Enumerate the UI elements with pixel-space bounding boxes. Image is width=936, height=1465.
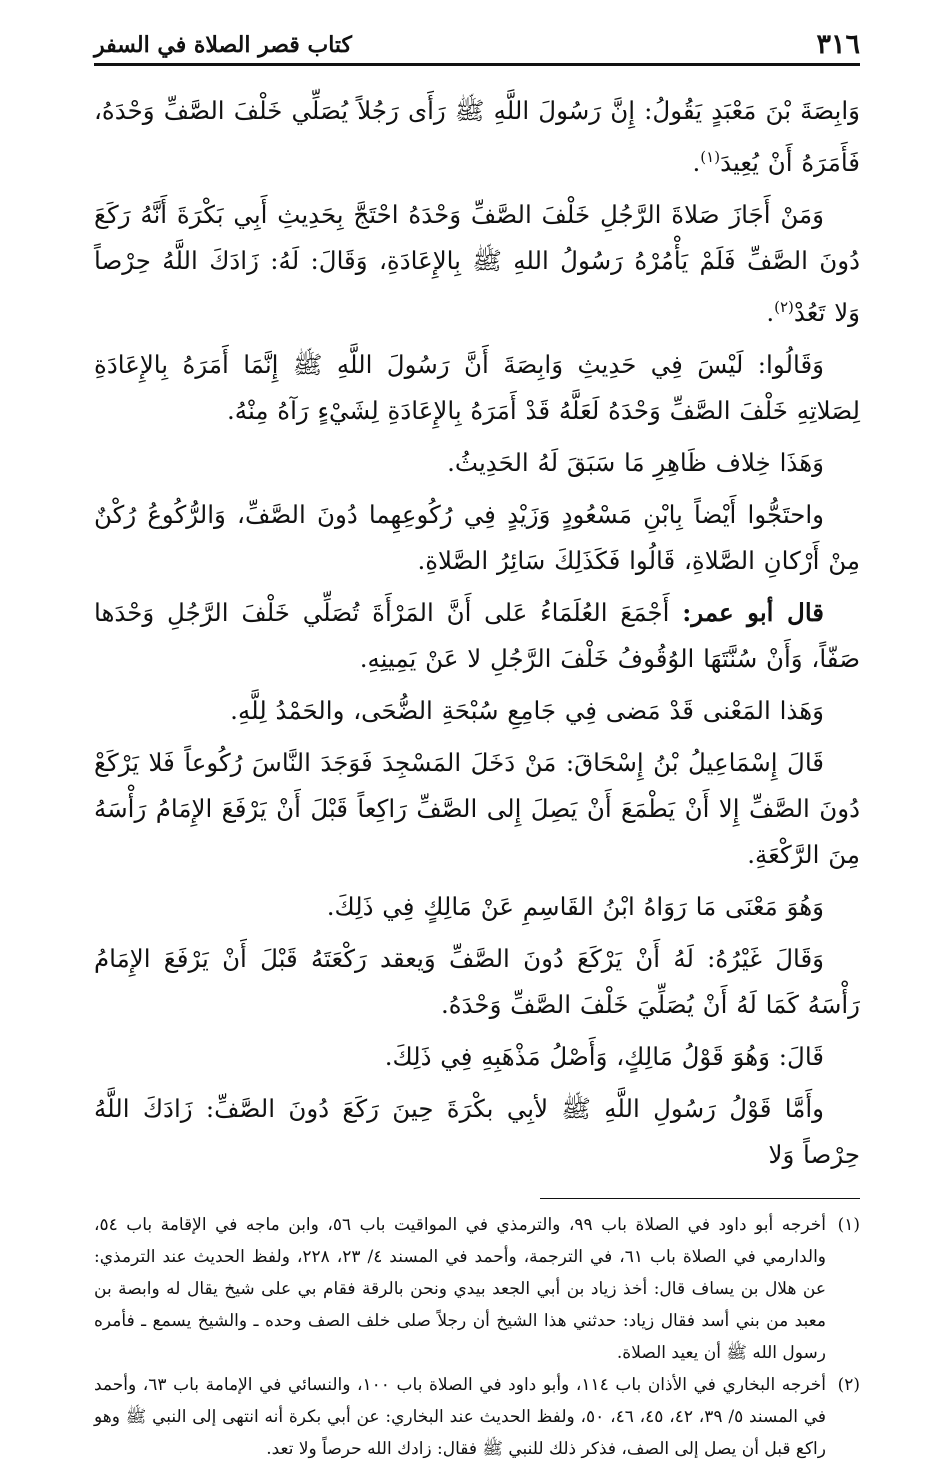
paragraph-7: وَهَذا المَعْنى قَدْ مَضى فِي جَامِعِ سُبْحَةِ الضُّحَى، والحَمْدُ لِلَّهِ. bbox=[230, 696, 824, 726]
footnote-text: أخرجه البخاري في الأذان باب ١١٤، وأبو داود في الصلاة باب ١٠٠، والنسائي في الإمامة باب ٦٣، وأحمد في المسند ٥/ ٣٩، ٤٢، ٤٥، ٤٦، ٥٠، ولفظ الحديث عند البخاري: عن أبي بكرة أنه انتهى إلى النبي ﷺ وهو راكع قبل أن يصل إلى الصف، فذكر ذلك للنبي ﷺ فقال: زادك الله حرصاً ولا تعد. bbox=[94, 1375, 827, 1460]
footnote-number: (١) bbox=[837, 1215, 860, 1236]
paragraph-4: وَهَذَا خِلاف ظَاهِرِ مَا سَبَقَ لَهُ الحَدِيثُ. bbox=[447, 448, 824, 478]
paragraph-end: . bbox=[692, 148, 701, 178]
speaker-lead: قال أبو عمر: bbox=[682, 598, 824, 628]
footnotes bbox=[94, 1209, 860, 1465]
paragraph-end: . bbox=[766, 298, 775, 328]
book-page bbox=[94, 24, 860, 1460]
footnote-2 bbox=[94, 1369, 860, 1465]
paragraph-3: وَقَالُوا: لَيْسَ فِي حَدِيثِ وَابِصَةَ أَنَّ رَسُولَ اللَّهِ ﷺ إِنَّمَا أَمَرَهُ بِالإِعَادَةِ لِصَلاتِهِ خَلْفَ الصَّفِّ وَحْدَهُ لَعَلَّهُ قَدْ أَمَرَهُ بِالإِعَادَةِ لِشَيْءٍ رَآهُ مِنْهُ. bbox=[94, 350, 860, 426]
running-title: كتاب قصر الصلاة في السفر bbox=[94, 32, 353, 58]
paragraph-12: وأَمَّا قَوْلُ رَسُولِ اللَّهِ ﷺ لأبِي بكْرَةَ حِينَ رَكَعَ دُونَ الصَّفِّ: زَادَكَ اللَّهُ حِرْصاً وَلا bbox=[94, 1094, 860, 1170]
paragraph-text: وَابِصَةَ بْنَ مَعْبَدٍ يَقُولُ: إِنَّ رَسُولَ اللَّهِ ﷺ رَأَى رَجُلاً يُصَلِّي خَلْفَ الصَّفِّ وَحْدَهُ، فَأَمَرَهُ أَنْ يُعِيدَ bbox=[94, 96, 860, 178]
footnote-ref-1: (١) bbox=[700, 148, 721, 166]
paragraph-9: وَهُوَ مَعْنَى مَا رَوَاهُ ابْنُ القَاسِمِ عَنْ مَالِكٍ فِي ذَلِكَ. bbox=[326, 892, 824, 922]
paragraph-5: واحتَجُّوا أَيْضاً بِابْنِ مَسْعُودٍ وَزَيْدٍ فِي رُكُوعِهِما دُونَ الصَّفِّ، وَالرُّكُوعُ رُكْنٌ مِنْ أَرْكانِ الصَّلاةِ، قَالُوا فَكَذَلِكَ سَائِرُ الصَّلاةِ. bbox=[94, 500, 860, 576]
paragraph-8: قَالَ إِسْمَاعِيلُ بْنُ إِسْحَاقَ: مَنْ دَخَلَ المَسْجِدَ فَوَجَدَ النَّاسَ رُكُوعاً فَلا يَرْكَعْ دُونَ الصَّفِّ إِلا أَنْ يَطْمَعَ أَنْ يَصِلَ إِلى الصَّفِّ رَاكِعاً قَبْلَ أَنْ يَرْفَعَ الإِمَامُ رَأْسَهُ مِنَ الرَّكْعَةِ. bbox=[94, 748, 860, 870]
footnote-number: (٢) bbox=[837, 1375, 860, 1396]
paragraph-10: وَقَالَ غَيْرُهُ: لَهُ أَنْ يَرْكَعَ دُونَ الصَّفِّ وَيعقد رَكْعَتَهُ قَبْلَ أَنْ يَرْفَعَ الإِمَامُ رَأْسَهُ كَمَا لَهُ أَنْ يُصَلِّيَ خَلْفَ الصَّفِّ وَحْدَهُ. bbox=[94, 944, 860, 1020]
paragraph-text: أَجْمَعَ العُلَمَاءُ عَلى أَنَّ المَرْأَةَ تُصَلِّي خَلْفَ الرَّجُلِ وَحْدَها صَفّاً، وَأَنْ سُنَّتَهَا الوُقُوفُ خَلْفَ الرَّجُلِ لا عَنْ يَمِينِهِ. bbox=[94, 598, 860, 674]
paragraph-11: قَالَ: وَهُوَ قَوْلُ مَالِكٍ، وَأَصْلُ مَذْهَبِهِ فِي ذَلِكَ. bbox=[384, 1042, 824, 1072]
paragraph-2 bbox=[94, 192, 860, 336]
footnote-ref-2: (٢) bbox=[774, 298, 794, 317]
page-number: ٣١٦ bbox=[816, 29, 860, 60]
paragraph-text: وَمَنْ أَجَازَ صَلاةَ الرَّجُلِ خَلْفَ الصَّفِّ وَحْدَهُ احْتَجَّ بِحَدِيثِ أَبِي بَكْرَةَ أَنَّهُ رَكَعَ دُونَ الصَّفِّ فَلَمْ يَأْمُرْهُ رَسُولُ اللهِ ﷺ بِالإِعَادَةِ، وَقَالَ: لَهُ: زَادَكَ اللَّهُ حِرْصاً وَلا تَعُدْ bbox=[94, 200, 860, 328]
footnote-text: أخرجه أبو داود في الصلاة باب ٩٩، والترمذي في المواقيت باب ٥٦، وابن ماجه في الإقامة باب ٥٤، والدارمي في الصلاة باب ٦١، في الترجمة، وأحمد في المسند ٤/ ٢٣، ٢٢٨، ولفظ الحديث عند الترمذي: عن هلال بن يساف قال: أخذ زياد بن أبي الجعد بيدي ونحن بالرقة فقام بي على شيخ يقال له وابصة بن معبد من بني أسد فقال زياد: حدثني هذا الشيخ أن رجلاً صلى خلف الصف وحده ـ والشيخ يسمع ـ فأمره رسول الله ﷺ أن يعيد الصلاة. bbox=[94, 1215, 826, 1364]
paragraph-6 bbox=[94, 590, 860, 682]
page-header bbox=[94, 24, 860, 66]
footnote-1 bbox=[94, 1209, 860, 1369]
paragraph-1 bbox=[94, 88, 860, 186]
footnote-divider bbox=[540, 1198, 860, 1199]
main-text bbox=[94, 88, 860, 1178]
